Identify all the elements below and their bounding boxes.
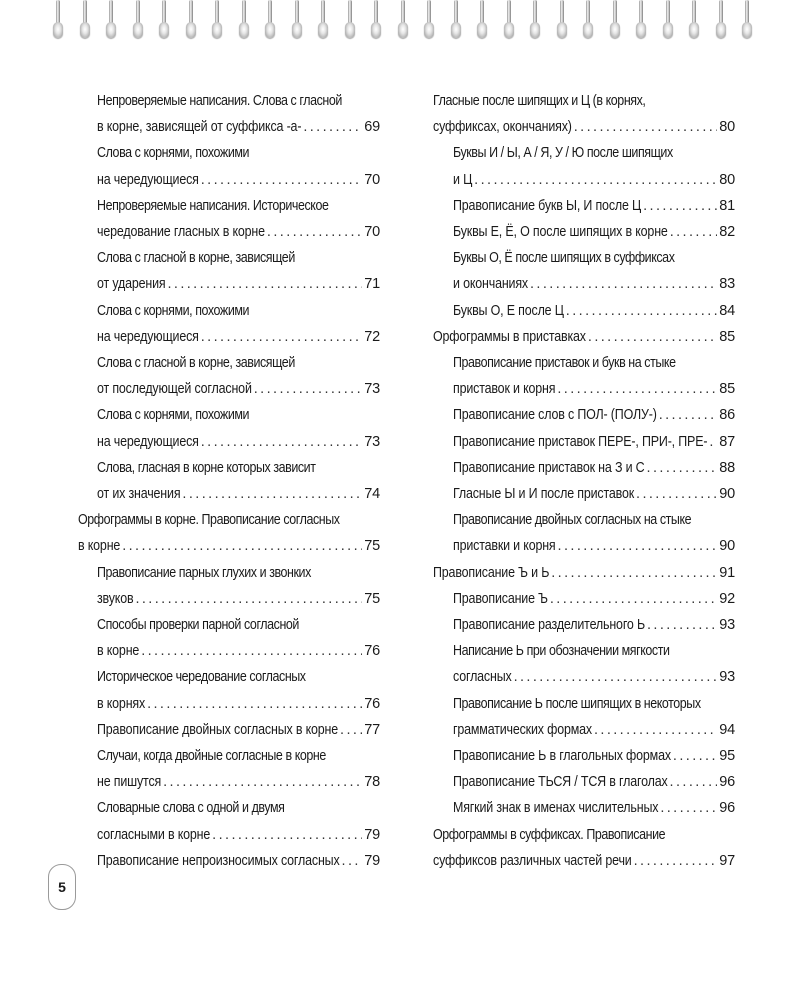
- toc-entry[interactable]: [78, 245, 380, 297]
- toc-entry[interactable]: [433, 455, 735, 481]
- toc-entry-title: в корне: [97, 643, 140, 660]
- toc-entry-title-line: Слова с корнями, похожими: [97, 407, 250, 424]
- toc-entry[interactable]: [78, 350, 380, 402]
- toc-entry-title-line: Непроверяемые написания. Историческое: [97, 197, 329, 214]
- dot-leader: [167, 271, 362, 297]
- toc-entry-title-line: Правописание парных глухих и звонких: [97, 564, 311, 581]
- dot-leader: [566, 298, 717, 324]
- toc-entry-title: не пишутся: [97, 774, 162, 791]
- binding-ring-icon: [292, 0, 302, 42]
- toc-entry-title: суффиксов различных частей речи: [433, 852, 632, 869]
- toc-entry-title: Правописание приставок ПЕРЕ-, ПРИ-, ПРЕ-: [453, 433, 708, 450]
- binding-ring-icon: [318, 0, 328, 42]
- toc-entry-title-line: Орфограммы в суффиксах. Правописание: [433, 826, 666, 843]
- dot-leader: [474, 167, 717, 193]
- toc-entry-title: суффиксах, окончаниях): [433, 119, 572, 136]
- toc-entry-leader-line: [453, 533, 735, 559]
- dot-leader: [574, 114, 718, 140]
- dot-leader: [659, 402, 718, 428]
- binding-ring-icon: [133, 0, 143, 42]
- dot-leader: [594, 717, 717, 743]
- toc-entry-page-number: 91: [719, 564, 735, 581]
- binding-ring-icon: [663, 0, 673, 42]
- toc-entry-page-number: 73: [364, 381, 380, 398]
- toc-entry-title: на чередующиеся: [97, 433, 199, 450]
- dot-leader: [147, 691, 362, 717]
- binding-ring-icon: [80, 0, 90, 42]
- toc-entry-leader-line: [97, 429, 380, 455]
- toc-entry-leader-line: [97, 167, 380, 193]
- toc-entry-title-line: Слова с гласной в корне, зависящей: [97, 355, 295, 372]
- toc-entry-title: Правописание разделительного Ь: [453, 617, 645, 634]
- toc-entry-page-number: 85: [719, 328, 735, 345]
- toc-entry-page-number: 74: [364, 486, 380, 503]
- toc-entry[interactable]: [78, 402, 380, 454]
- toc-entry-leader-line: [453, 298, 735, 324]
- toc-entry-leader-line: [453, 769, 735, 795]
- toc-entry[interactable]: [433, 481, 735, 507]
- toc-entry-leader-line: [78, 533, 380, 559]
- toc-entry[interactable]: [433, 507, 735, 559]
- toc-entry-page-number: 77: [364, 721, 380, 738]
- binding-ring-icon: [451, 0, 461, 42]
- toc-entry-leader-line: [97, 717, 380, 743]
- dot-leader: [135, 586, 362, 612]
- dot-leader: [636, 481, 717, 507]
- dot-leader: [182, 481, 362, 507]
- toc-entry-title-line: Случаи, когда двойные согласные в корне: [97, 748, 326, 765]
- toc-entry-title-line: Буквы О, Ё после шипящих в суффиксах: [453, 250, 675, 267]
- toc-entry-title: Правописание слов с ПОЛ- (ПОЛУ-): [453, 407, 657, 424]
- toc-entry[interactable]: [433, 402, 735, 428]
- dot-leader: [551, 560, 717, 586]
- toc-entry-title-line: Историческое чередование согласных: [97, 669, 306, 686]
- toc-entry[interactable]: [78, 743, 380, 795]
- toc-entry-title: Правописание букв Ы, И после Ц: [453, 197, 642, 214]
- toc-entry[interactable]: [78, 193, 380, 245]
- toc-right-column: [433, 88, 735, 874]
- dot-leader: [530, 271, 717, 297]
- toc-entry-title: и окончаниях: [453, 276, 528, 293]
- toc-entry[interactable]: [433, 560, 735, 586]
- toc-entry-leader-line: [453, 429, 735, 455]
- toc-entry[interactable]: [78, 560, 380, 612]
- page-number: 5: [48, 864, 76, 910]
- toc-entry-leader-line: [453, 271, 735, 297]
- toc-entry-title-line: Слова с корнями, похожими: [97, 145, 250, 162]
- dot-leader: [634, 848, 718, 874]
- toc-entry[interactable]: [433, 586, 735, 612]
- toc-entry-title: от последующей согласной: [97, 381, 252, 398]
- dot-leader: [201, 429, 363, 455]
- dot-leader: [647, 612, 717, 638]
- toc-entry[interactable]: [433, 88, 735, 140]
- dot-leader: [201, 324, 363, 350]
- dot-leader: [163, 769, 362, 795]
- toc-entry-page-number: 69: [364, 119, 380, 136]
- toc-entry-page-number: 90: [719, 538, 735, 555]
- binding-ring-icon: [742, 0, 752, 42]
- toc-entry-page-number: 94: [719, 721, 735, 738]
- toc-entry[interactable]: [433, 193, 735, 219]
- binding-ring-icon: [689, 0, 699, 42]
- toc-entry-leader-line: [97, 114, 380, 140]
- dot-leader: [660, 795, 717, 821]
- toc-entry-page-number: 82: [719, 224, 735, 241]
- toc-entry[interactable]: [78, 298, 380, 350]
- toc-entry-title: Мягкий знак в именах числительных: [453, 800, 659, 817]
- toc-entry-title-line: Непроверяемые написания. Слова с гласной: [97, 93, 342, 109]
- toc-entry[interactable]: [433, 743, 735, 769]
- toc-entry-leader-line: [97, 691, 380, 717]
- toc-entry-leader-line: [453, 167, 735, 193]
- dot-leader: [557, 376, 717, 402]
- toc-entry-leader-line: [453, 612, 735, 638]
- toc-entry[interactable]: [433, 769, 735, 795]
- toc-entry-title-line: Правописание Ь после шипящих в некоторых: [453, 695, 701, 712]
- toc-entry[interactable]: [433, 324, 735, 350]
- binding-ring-icon: [106, 0, 116, 42]
- toc-entry-page-number: 97: [719, 852, 735, 869]
- toc-entry[interactable]: [433, 612, 735, 638]
- binding-ring-icon: [610, 0, 620, 42]
- toc-entry[interactable]: [433, 140, 735, 192]
- binding-ring-icon: [212, 0, 222, 42]
- dot-leader: [514, 664, 718, 690]
- toc-entry[interactable]: [78, 717, 380, 743]
- toc-entry[interactable]: [78, 507, 380, 559]
- toc-entry-leader-line: [97, 769, 380, 795]
- binding-ring-icon: [53, 0, 63, 42]
- toc-entry-leader-line: [97, 324, 380, 350]
- toc-entry-page-number: 70: [364, 171, 380, 188]
- binding-ring-icon: [636, 0, 646, 42]
- toc-entry-title: грамматических формах: [453, 721, 592, 738]
- toc-entry-page-number: 75: [364, 538, 380, 555]
- toc-entry[interactable]: [78, 455, 380, 507]
- toc-entry-title-line: Гласные после шипящих и Ц (в корнях,: [433, 93, 646, 109]
- toc-entry[interactable]: [433, 638, 735, 690]
- toc-entry-page-number: 96: [719, 800, 735, 817]
- toc-entry-page-number: 76: [364, 643, 380, 660]
- toc-entry[interactable]: [78, 612, 380, 664]
- toc-entry-leader-line: [97, 219, 380, 245]
- toc-entry[interactable]: [78, 140, 380, 192]
- toc-entry-title-line: Способы проверки парной согласной: [97, 617, 299, 634]
- toc-entry-title: Правописание Ъ: [453, 590, 548, 607]
- toc-entry-leader-line: [433, 114, 735, 140]
- toc-entry-title: на чередующиеся: [97, 171, 199, 188]
- toc-entry-leader-line: [453, 219, 735, 245]
- toc-entry-leader-line: [453, 481, 735, 507]
- toc-entry-page-number: 76: [364, 695, 380, 712]
- toc-entry-title: Правописание ТЬСЯ / ТСЯ в глаголах: [453, 774, 668, 791]
- dot-leader: [342, 848, 363, 874]
- toc-entry-leader-line: [97, 376, 380, 402]
- toc-entry-page-number: 72: [364, 328, 380, 345]
- dot-leader: [588, 324, 717, 350]
- toc-entry-leader-line: [453, 376, 735, 402]
- toc-entry-leader-line: [97, 586, 380, 612]
- dot-leader: [558, 533, 718, 559]
- toc-entry-leader-line: [453, 795, 735, 821]
- toc-entry-title-line: Правописание приставок и букв на стыке: [453, 355, 676, 372]
- toc-entry[interactable]: [433, 429, 735, 455]
- dot-leader: [670, 219, 718, 245]
- toc-entry-title: приставок и корня: [453, 381, 556, 398]
- toc-entry-title-line: Слова с корнями, похожими: [97, 302, 250, 319]
- dot-leader: [122, 533, 362, 559]
- toc-entry-title: звуков: [97, 590, 134, 607]
- binding-ring-icon: [530, 0, 540, 42]
- toc-entry-leader-line: [97, 271, 380, 297]
- toc-entry-page-number: 95: [719, 748, 735, 765]
- toc-entry-title-line: Словарные слова с одной и двумя: [97, 800, 285, 817]
- toc-entry[interactable]: [433, 298, 735, 324]
- binding-ring-icon: [265, 0, 275, 42]
- binding-ring-icon: [583, 0, 593, 42]
- toc-entry-leader-line: [97, 848, 380, 874]
- dot-leader: [340, 717, 362, 743]
- toc-entry-page-number: 87: [719, 433, 735, 450]
- binding-ring-icon: [371, 0, 381, 42]
- toc-entry-page-number: 93: [719, 617, 735, 634]
- toc-entry-page-number: 71: [364, 276, 380, 293]
- toc-entry-page-number: 93: [719, 669, 735, 686]
- toc-entry-leader-line: [453, 455, 735, 481]
- binding-ring-icon: [557, 0, 567, 42]
- toc-entry-title-line: Правописание двойных согласных на стыке: [453, 512, 692, 529]
- toc-entry-title: Правописание Ь в глагольных формах: [453, 748, 671, 765]
- toc-entry-leader-line: [453, 402, 735, 428]
- toc-entry-title: от их значения: [97, 486, 181, 503]
- toc-entry-leader-line: [433, 324, 735, 350]
- dot-leader: [254, 376, 363, 402]
- toc-entry-page-number: 88: [719, 459, 735, 476]
- toc-entry-page-number: 90: [719, 486, 735, 503]
- toc-entry-title: от ударения: [97, 276, 166, 293]
- toc-entry-leader-line: [453, 664, 735, 690]
- toc-entry-page-number: 83: [719, 276, 735, 293]
- dot-leader: [201, 167, 363, 193]
- toc-entry-page-number: 85: [719, 381, 735, 398]
- toc-entry-title: Орфограммы в приставках: [433, 328, 586, 345]
- toc-entry-leader-line: [433, 560, 735, 586]
- toc-entry[interactable]: [433, 691, 735, 743]
- toc-entry-title: Буквы Е, Ё, О после шипящих в корне: [453, 224, 668, 241]
- toc-entry-title: согласными в корне: [97, 826, 211, 843]
- toc-entry[interactable]: [78, 795, 380, 847]
- toc-entry-page-number: 92: [719, 590, 735, 607]
- toc-entry-leader-line: [433, 848, 735, 874]
- toc-entry-title-line: Написание Ь при обозначении мягкости: [453, 643, 670, 660]
- binding-ring-icon: [716, 0, 726, 42]
- toc-entry-page-number: 78: [364, 774, 380, 791]
- dot-leader: [141, 638, 362, 664]
- toc-entry-page-number: 75: [364, 590, 380, 607]
- toc-entry-title: на чередующиеся: [97, 328, 199, 345]
- toc-entry-page-number: 96: [719, 774, 735, 791]
- toc-entry-page-number: 79: [364, 826, 380, 843]
- dot-leader: [643, 193, 717, 219]
- toc-entry-title: чередование гласных в корне: [97, 224, 265, 241]
- toc-entry-page-number: 80: [719, 119, 735, 136]
- toc-entry-title-line: Буквы И / Ы, А / Я, У / Ю после шипящих: [453, 145, 673, 162]
- toc-entry[interactable]: [433, 219, 735, 245]
- toc-entry-title-line: Орфограммы в корне. Правописание согласных: [78, 512, 340, 529]
- toc-entry-leader-line: [453, 717, 735, 743]
- toc-entry-leader-line: [97, 638, 380, 664]
- toc-entry[interactable]: [433, 245, 735, 297]
- toc-entry-title: Правописание непроизносимых согласных: [97, 852, 340, 869]
- toc-entry-title: Правописание двойных согласных в корне: [97, 721, 339, 738]
- binding-ring-icon: [398, 0, 408, 42]
- toc-entry[interactable]: [78, 664, 380, 716]
- binding-ring-icon: [424, 0, 434, 42]
- toc-entry-page-number: 70: [364, 224, 380, 241]
- toc-entry-leader-line: [453, 586, 735, 612]
- dot-leader: [673, 743, 717, 769]
- toc-entry-title: Гласные Ы и И после приставок: [453, 486, 635, 503]
- toc-left-column: [78, 88, 380, 874]
- toc-entry-leader-line: [453, 193, 735, 219]
- toc-entry-title: в корне: [78, 538, 121, 555]
- toc-entry[interactable]: [433, 350, 735, 402]
- toc-entry-title-line: Слова с гласной в корне, зависящей: [97, 250, 295, 267]
- toc-entry[interactable]: [433, 822, 735, 874]
- toc-entry-title: согласных: [453, 669, 512, 686]
- toc-entry-title: Правописание Ъ и Ь: [433, 564, 550, 581]
- binding-ring-icon: [477, 0, 487, 42]
- dot-leader: [303, 114, 362, 140]
- dot-leader: [550, 586, 717, 612]
- binding-ring-icon: [239, 0, 249, 42]
- toc-entry-page-number: 79: [364, 852, 380, 869]
- toc-entry-title: и Ц: [453, 171, 473, 188]
- toc-entry-title-line: Слова, гласная в корне которых зависит: [97, 459, 316, 476]
- toc-entry[interactable]: [78, 88, 380, 140]
- toc-entry-title: приставки и корня: [453, 538, 556, 555]
- toc-entry-page-number: 81: [719, 197, 735, 214]
- dot-leader: [709, 429, 717, 455]
- toc-entry[interactable]: [433, 795, 735, 821]
- toc-entry-title: в корнях: [97, 695, 146, 712]
- toc-entry-leader-line: [97, 822, 380, 848]
- dot-leader: [670, 769, 718, 795]
- toc-entry-title: Правописание приставок на З и С: [453, 459, 645, 476]
- toc-entry[interactable]: [78, 848, 380, 874]
- dot-leader: [267, 219, 362, 245]
- toc-entry-page-number: 73: [364, 433, 380, 450]
- toc-entry-page-number: 84: [719, 302, 735, 319]
- dot-leader: [647, 455, 718, 481]
- toc-entry-page-number: 80: [719, 171, 735, 188]
- binding-ring-icon: [504, 0, 514, 42]
- toc-entry-page-number: 86: [719, 407, 735, 424]
- spiral-binding: [0, 0, 800, 46]
- binding-ring-icon: [159, 0, 169, 42]
- toc-entry-title: Буквы О, Е после Ц: [453, 302, 564, 319]
- dot-leader: [212, 822, 362, 848]
- toc-entry-leader-line: [453, 743, 735, 769]
- binding-ring-icon: [186, 0, 196, 42]
- toc-entry-leader-line: [97, 481, 380, 507]
- binding-ring-icon: [345, 0, 355, 42]
- toc-entry-title: в корне, зависящей от суффикса -а-: [97, 119, 302, 136]
